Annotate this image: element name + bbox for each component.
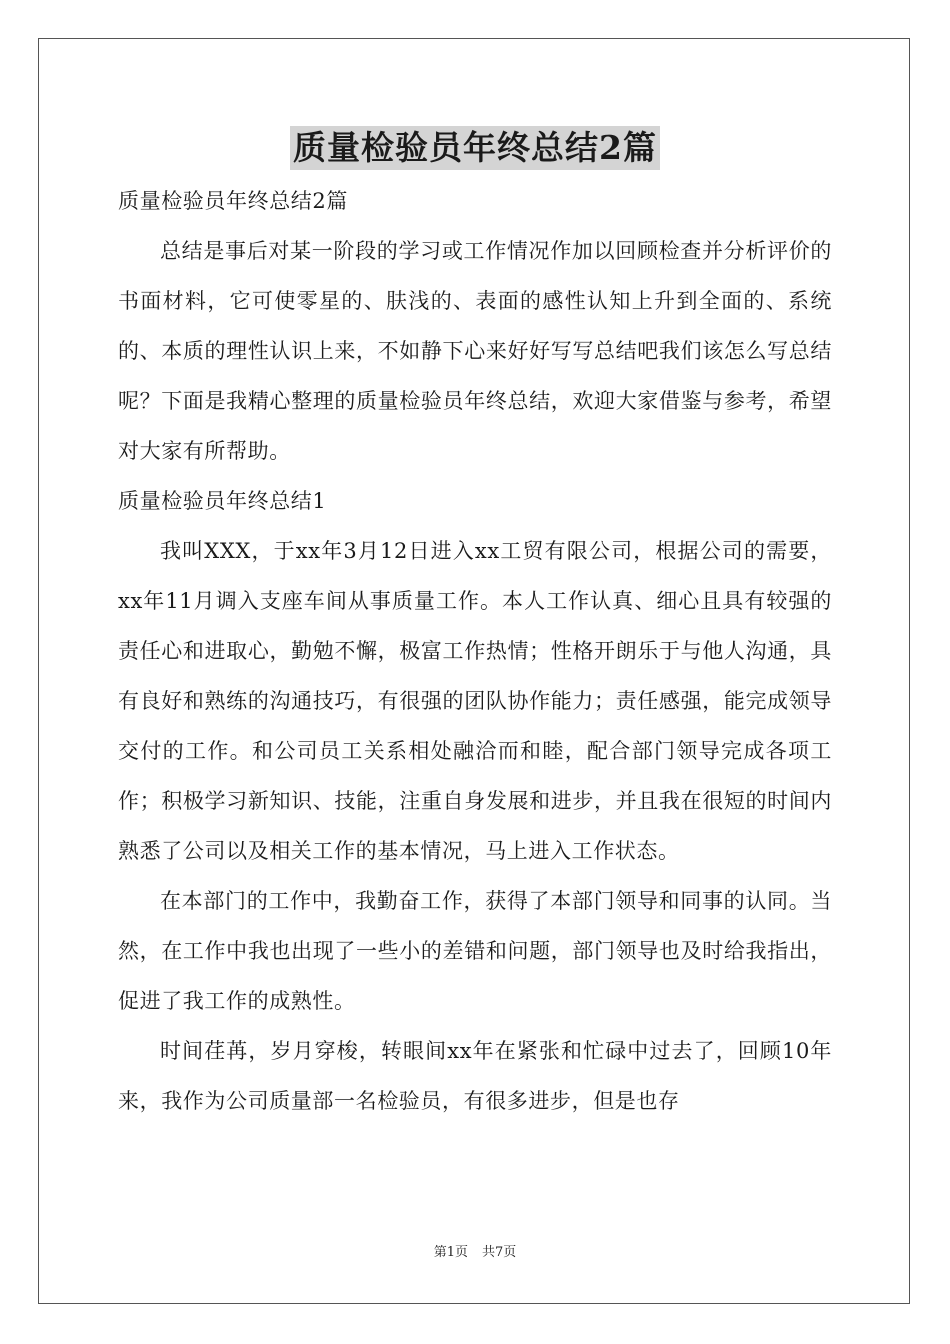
page-total: 共7页 [482,1245,517,1260]
paragraph: 我叫XXX，于xx年3月12日进入xx工贸有限公司，根据公司的需要，xx年11月调入支座车间从事质量工作。本人工作认真、细心且具有较强的责任心和进取心，勤勉不懈，极富工作热情；性格开朗乐于与他人沟通，具有良好和熟练的沟通技巧，有很强的团队协作能力；责任感强，能完成领导交付的工作。和公司员工关系相处融洽而和睦，配合部门领导完成各项工作；积极学习新知识、技能，注重自身发展和进步，并且我在很短的时间内熟悉了公司以及相关工作的基本情况，马上进入工作状态。 [118,539,832,863]
title-area [0,126,950,170]
document-title: 质量检验员年终总结2篇 [290,126,660,170]
paragraph: 总结是事后对某一阶段的学习或工作情况作加以回顾检查并分析评价的书面材料，它可使零星的、肤浅的、表面的感性认知上升到全面的、系统的、本质的理性认识上来，不如静下心来好好写写总结吧我们该怎么写总结呢？下面是我精心整理的质量检验员年终总结，欢迎大家借鉴与参考，希望对大家有所帮助。 [118,239,832,463]
page-number: 第1页 [433,1245,468,1260]
paragraph: 时间荏苒，岁月穿梭，转眼间xx年在紧张和忙碌中过去了，回顾10年来，我作为公司质量部一名检验员，有很多进步，但是也存 [118,1039,832,1113]
page-footer [0,1244,950,1262]
document-body [118,176,832,1126]
section-heading: 质量检验员年终总结1 [118,489,327,513]
paragraph-subtitle: 质量检验员年终总结2篇 [118,189,348,213]
paragraph: 在本部门的工作中，我勤奋工作，获得了本部门领导和同事的认同。当然，在工作中我也出现了一些小的差错和问题，部门领导也及时给我指出，促进了我工作的成熟性。 [118,889,832,1013]
